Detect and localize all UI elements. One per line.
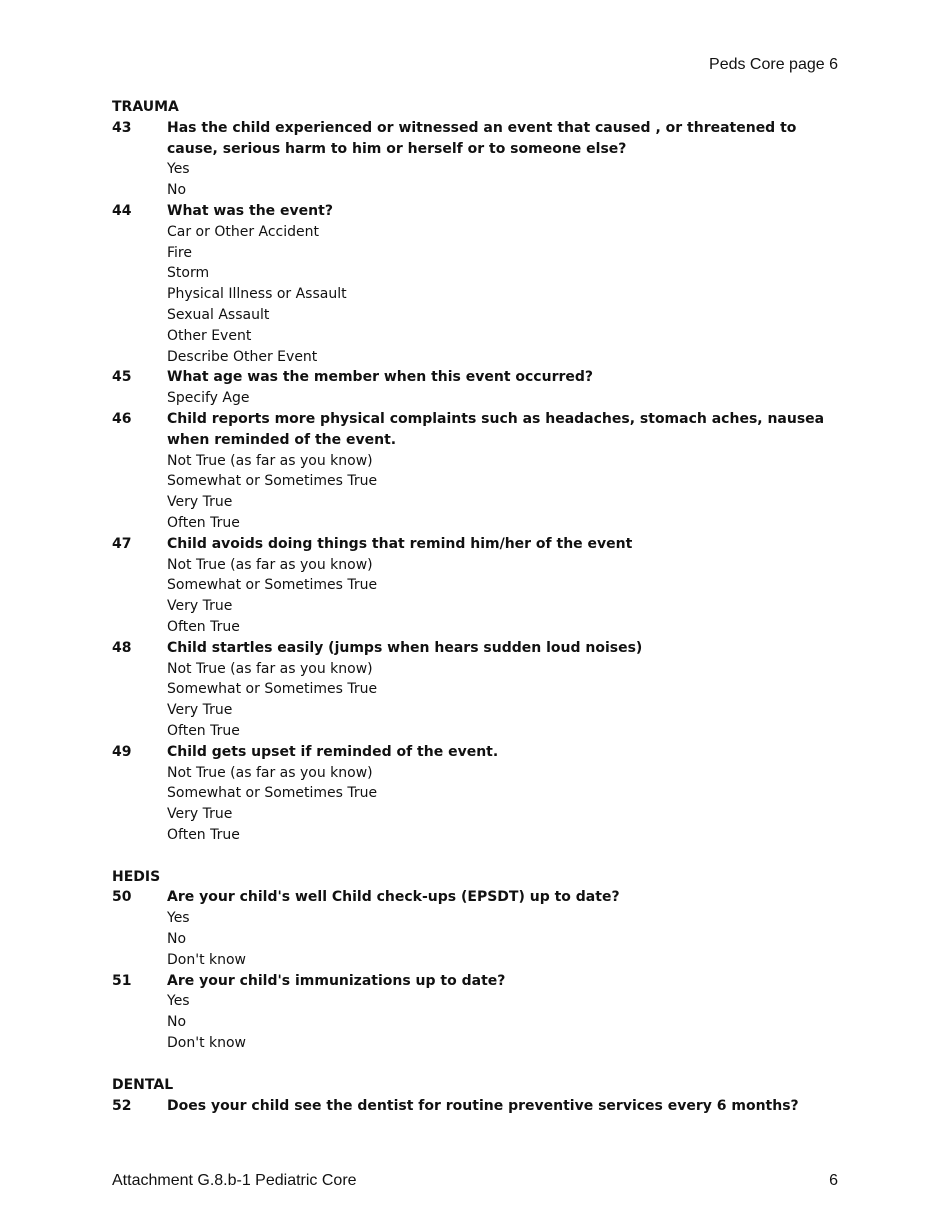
question-number: 49 [112, 743, 132, 760]
question-text: Child reports more physical complaints such as headaches, stomach aches, nausea when reminded of the event. [167, 410, 825, 448]
answer-option: Sexual Assault [167, 306, 270, 323]
question-text: Are your child's immunizations up to date? [167, 972, 506, 989]
answer-option: Physical Illness or Assault [167, 286, 347, 303]
answer-option: No [167, 1014, 187, 1031]
question-row [112, 534, 842, 555]
question-row [112, 742, 842, 763]
footer-attachment-title: Attachment G.8.b-1 Pediatric Core [112, 1172, 357, 1189]
question-number: 46 [112, 410, 132, 427]
page-header-label: Peds Core page 6 [709, 56, 838, 73]
answer-option: Car or Other Accident [167, 223, 320, 240]
answer-option: Yes [167, 161, 190, 178]
question-row [112, 118, 842, 160]
question-row [112, 638, 842, 659]
question-number: 44 [112, 202, 132, 219]
question-text: Child gets upset if reminded of the event. [167, 743, 499, 760]
answer-option: Storm [167, 265, 210, 282]
question-text: What was the event? [167, 202, 333, 219]
answer-option: Don't know [167, 951, 247, 968]
question-number: 47 [112, 535, 132, 552]
answer-option: Not True (as far as you know) [167, 452, 373, 469]
answer-option: Somewhat or Sometimes True [167, 681, 378, 698]
question-text: Are your child's well Child check-ups (EPSDT) up to date? [167, 889, 620, 906]
question-text: Child avoids doing things that remind him/her of the event [167, 535, 633, 552]
question-row [112, 201, 842, 222]
section-heading: DENTAL [112, 1076, 174, 1093]
question-text: Child startles easily (jumps when hears sudden loud noises) [167, 639, 643, 656]
answer-option: Not True (as far as you know) [167, 660, 373, 677]
answer-option: No [167, 182, 187, 199]
answer-option: Don't know [167, 1035, 247, 1052]
page-footer [112, 1172, 838, 1190]
question-text: Does your child see the dentist for routine preventive services every 6 months? [167, 1097, 799, 1114]
answer-option: Often True [167, 722, 240, 739]
answer-option: Very True [167, 598, 233, 615]
answer-option: Very True [167, 806, 233, 823]
answer-option: Yes [167, 910, 190, 927]
footer-page-number: 6 [829, 1172, 838, 1189]
answer-option: Not True (as far as you know) [167, 556, 373, 573]
question-row [112, 1096, 842, 1117]
answer-option: Yes [167, 993, 190, 1010]
answer-option: No [167, 931, 187, 948]
answer-option: Very True [167, 494, 233, 511]
answer-option: Somewhat or Sometimes True [167, 785, 378, 802]
question-row [112, 409, 842, 451]
question-number: 45 [112, 369, 132, 386]
question-number: 52 [112, 1097, 132, 1114]
answer-option: Somewhat or Sometimes True [167, 473, 378, 490]
answer-option: Other Event [167, 327, 252, 344]
answer-option: Specify Age [167, 390, 250, 407]
answer-option: Often True [167, 826, 240, 843]
answer-option: Describe Other Event [167, 348, 318, 365]
survey-content [112, 97, 842, 1116]
question-number: 51 [112, 972, 132, 989]
answer-option: Often True [167, 618, 240, 635]
question-text: Has the child experienced or witnessed an event that caused , or threatened to cause, serious harm to him or herself or to someone else? [167, 119, 797, 157]
question-row [112, 971, 842, 992]
answer-option: Very True [167, 702, 233, 719]
question-number: 50 [112, 889, 132, 906]
answer-option: Often True [167, 514, 240, 531]
question-number: 43 [112, 119, 132, 136]
question-number: 48 [112, 639, 132, 656]
section-heading: HEDIS [112, 868, 161, 885]
question-text: What age was the member when this event occurred? [167, 369, 594, 386]
answer-option: Fire [167, 244, 192, 261]
question-row [112, 367, 842, 388]
answer-option: Not True (as far as you know) [167, 764, 373, 781]
answer-option: Somewhat or Sometimes True [167, 577, 378, 594]
question-row [112, 887, 842, 908]
section-heading: TRAUMA [112, 99, 179, 115]
